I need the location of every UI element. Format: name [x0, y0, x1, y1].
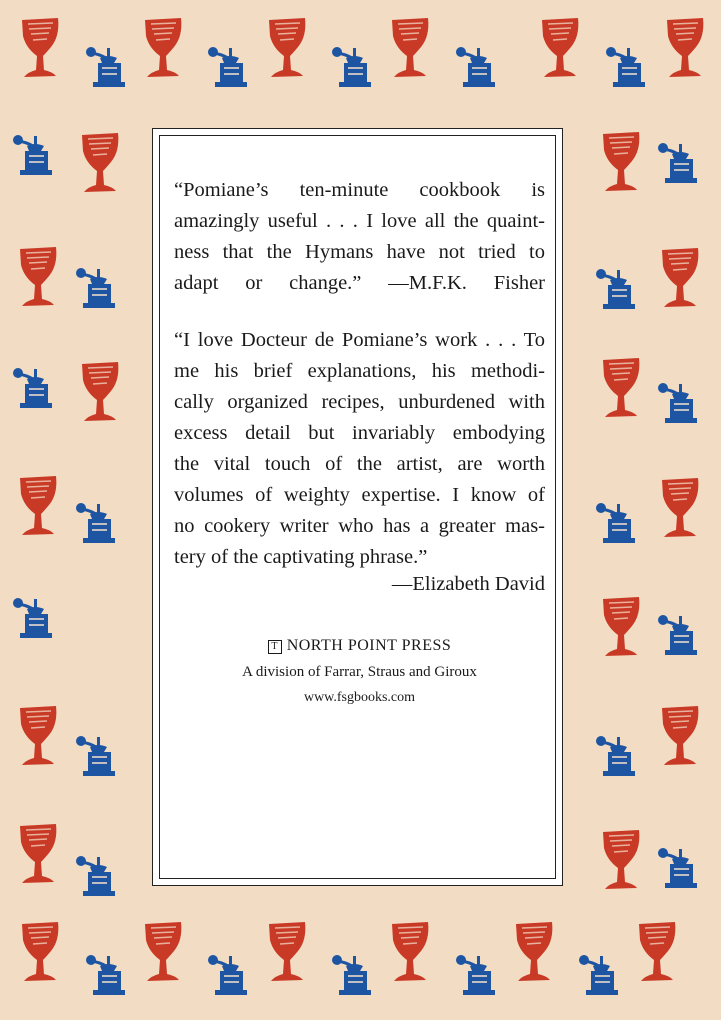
coffee-grinder-icon — [456, 955, 495, 995]
wine-glass-icon — [392, 922, 428, 981]
coffee-grinder-icon — [76, 268, 115, 308]
wine-glass-icon — [603, 597, 639, 656]
quote-line: no cookery writer who has a greater mas- — [174, 515, 545, 537]
wine-glass-icon — [662, 248, 698, 307]
quote-line: volumes of weighty expertise. I know of — [174, 484, 545, 506]
quote-line: me his brief explanations, his methodi- — [174, 360, 545, 382]
coffee-grinder-icon — [579, 955, 618, 995]
coffee-grinder-icon — [76, 503, 115, 543]
wine-glass-icon — [662, 478, 698, 537]
quote-line: ness that the Hymans have not tried to — [174, 241, 545, 263]
wine-glass-icon — [269, 922, 305, 981]
coffee-grinder-icon — [76, 856, 115, 896]
coffee-grinder-icon — [208, 47, 247, 87]
quote-line: the vital touch of the artist, are worth — [174, 453, 545, 475]
coffee-grinder-icon — [208, 955, 247, 995]
wine-glass-icon — [20, 824, 56, 883]
wine-glass-icon — [603, 830, 639, 889]
quote-david — [174, 325, 545, 573]
coffee-grinder-icon — [86, 955, 125, 995]
attribution-david: —Elizabeth David — [391, 573, 545, 595]
wine-glass-icon — [603, 358, 639, 417]
quote-line: “I love Docteur de Pomiane’s work . . . To — [174, 329, 545, 351]
wine-glass-icon — [269, 18, 305, 77]
quote-line: tery of the captivating phrase.” — [174, 546, 428, 568]
quote-line: amazingly useful . . . I love all the quaint- — [174, 210, 545, 232]
wine-glass-icon — [516, 922, 552, 981]
wine-glass-icon — [542, 18, 578, 77]
coffee-grinder-icon — [596, 503, 635, 543]
wine-glass-icon — [82, 362, 118, 421]
wine-glass-icon — [22, 922, 58, 981]
coffee-grinder-icon — [86, 47, 125, 87]
coffee-grinder-icon — [658, 383, 697, 423]
wine-glass-icon — [20, 247, 56, 306]
quote-last-line — [174, 268, 545, 299]
quote-fisher — [174, 175, 545, 299]
quote-line: “Pomiane’s ten-minute cookbook is — [174, 179, 545, 201]
wine-glass-icon — [662, 706, 698, 765]
coffee-grinder-icon — [596, 269, 635, 309]
publisher-url: www.fsgbooks.com — [303, 690, 416, 705]
wine-glass-icon — [392, 18, 428, 77]
quote-line: cally organized recipes, unburdened with — [174, 391, 545, 413]
coffee-grinder-icon — [658, 848, 697, 888]
wine-glass-icon — [639, 922, 675, 981]
coffee-grinder-icon — [596, 736, 635, 776]
wine-glass-icon — [145, 922, 181, 981]
quote-line: adapt or change.” — [174, 272, 362, 294]
wine-glass-icon — [20, 706, 56, 765]
coffee-grinder-icon — [76, 736, 115, 776]
coffee-grinder-icon — [13, 368, 52, 408]
wine-glass-icon — [603, 132, 639, 191]
publisher-division: A division of Farrar, Straus and Giroux — [242, 664, 477, 680]
wine-glass-icon — [82, 133, 118, 192]
coffee-grinder-icon — [13, 598, 52, 638]
wine-glass-icon — [22, 18, 58, 77]
wine-glass-icon — [145, 18, 181, 77]
coffee-grinder-icon — [332, 955, 371, 995]
publisher-logo-icon: T — [268, 640, 282, 654]
coffee-grinder-icon — [606, 47, 645, 87]
wine-glass-icon — [20, 476, 56, 535]
coffee-grinder-icon — [658, 143, 697, 183]
coffee-grinder-icon — [13, 135, 52, 175]
publisher-name-text: NORTH POINT PRESS — [286, 637, 452, 654]
wine-glass-icon — [667, 18, 703, 77]
coffee-grinder-icon — [332, 47, 371, 87]
quote-line: excess detail but invariably embodying — [174, 422, 545, 444]
coffee-grinder-icon — [658, 615, 697, 655]
publisher-name — [174, 637, 545, 655]
attribution-fisher: —M.F.K. Fisher — [388, 272, 545, 294]
coffee-grinder-icon — [456, 47, 495, 87]
